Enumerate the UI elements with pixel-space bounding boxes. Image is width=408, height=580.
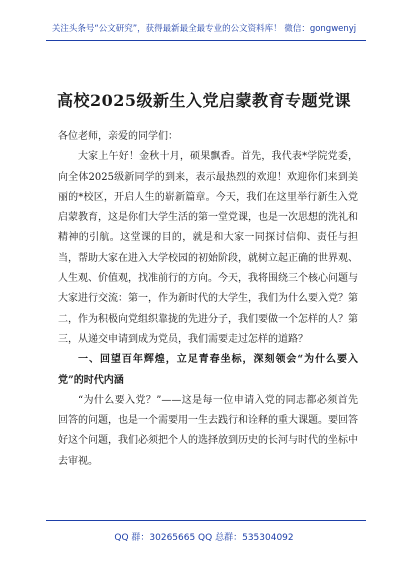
section-heading: 一、回望百年辉煌，立足青春坐标，深刻领会“为什么要入党”的时代内涵 <box>58 354 358 386</box>
footer-contact-note: QQ 群：30265665 QQ 总群：535304092 <box>114 533 294 543</box>
header-divider <box>46 40 366 41</box>
salutation: 各位老师，亲爱的同学们： <box>58 131 178 142</box>
document-title: 高校2025级新生入党启蒙教育专题党课 <box>56 91 352 110</box>
footer-divider <box>46 520 366 521</box>
section-paragraph: “为什么要入党？”——这是每一位申请入党的同志都必须首先回答的问题，也是一个需要用一生去践行和诠释的重大课题。要回答好这个问题，我们必须把个人的选择放到历史的长河与时代的坐标中去审视。 <box>58 394 358 467</box>
document-body <box>58 127 358 472</box>
intro-paragraph: 大家上午好！金秋十月，硕果飘香。首先，我代表*学院党委，向全体2025级新同学的到来，表示最热烈的欢迎！欢迎你们来到美丽的*校区，开启人生的崭新篇章。今天，我们在这里举行新生入党启蒙教育，这是你们大学生活的第一堂党课，也是一次思想的洗礼和精神的引航。这堂课的目的，就是和大家一同探讨信仰、责任与担当，帮助大家在进入大学校园的初始阶段，就树立起正确的世界观、人生观、价值观，找准前行的方向。今天，我将围绕三个核心问题与大家进行交流：第一，作为新时代的大学生，我们为什么要入党？第二，作为积极向党组织靠拢的先进分子，我们要做一个怎样的人？第三，从递交申请到成为党员，我们需要走过怎样的道路？ <box>58 151 358 345</box>
header-promo-note: 关注头条号“公文研究”，获得最新最全最专业的公文资料库！ 微信：gongwenyj <box>51 24 357 34</box>
